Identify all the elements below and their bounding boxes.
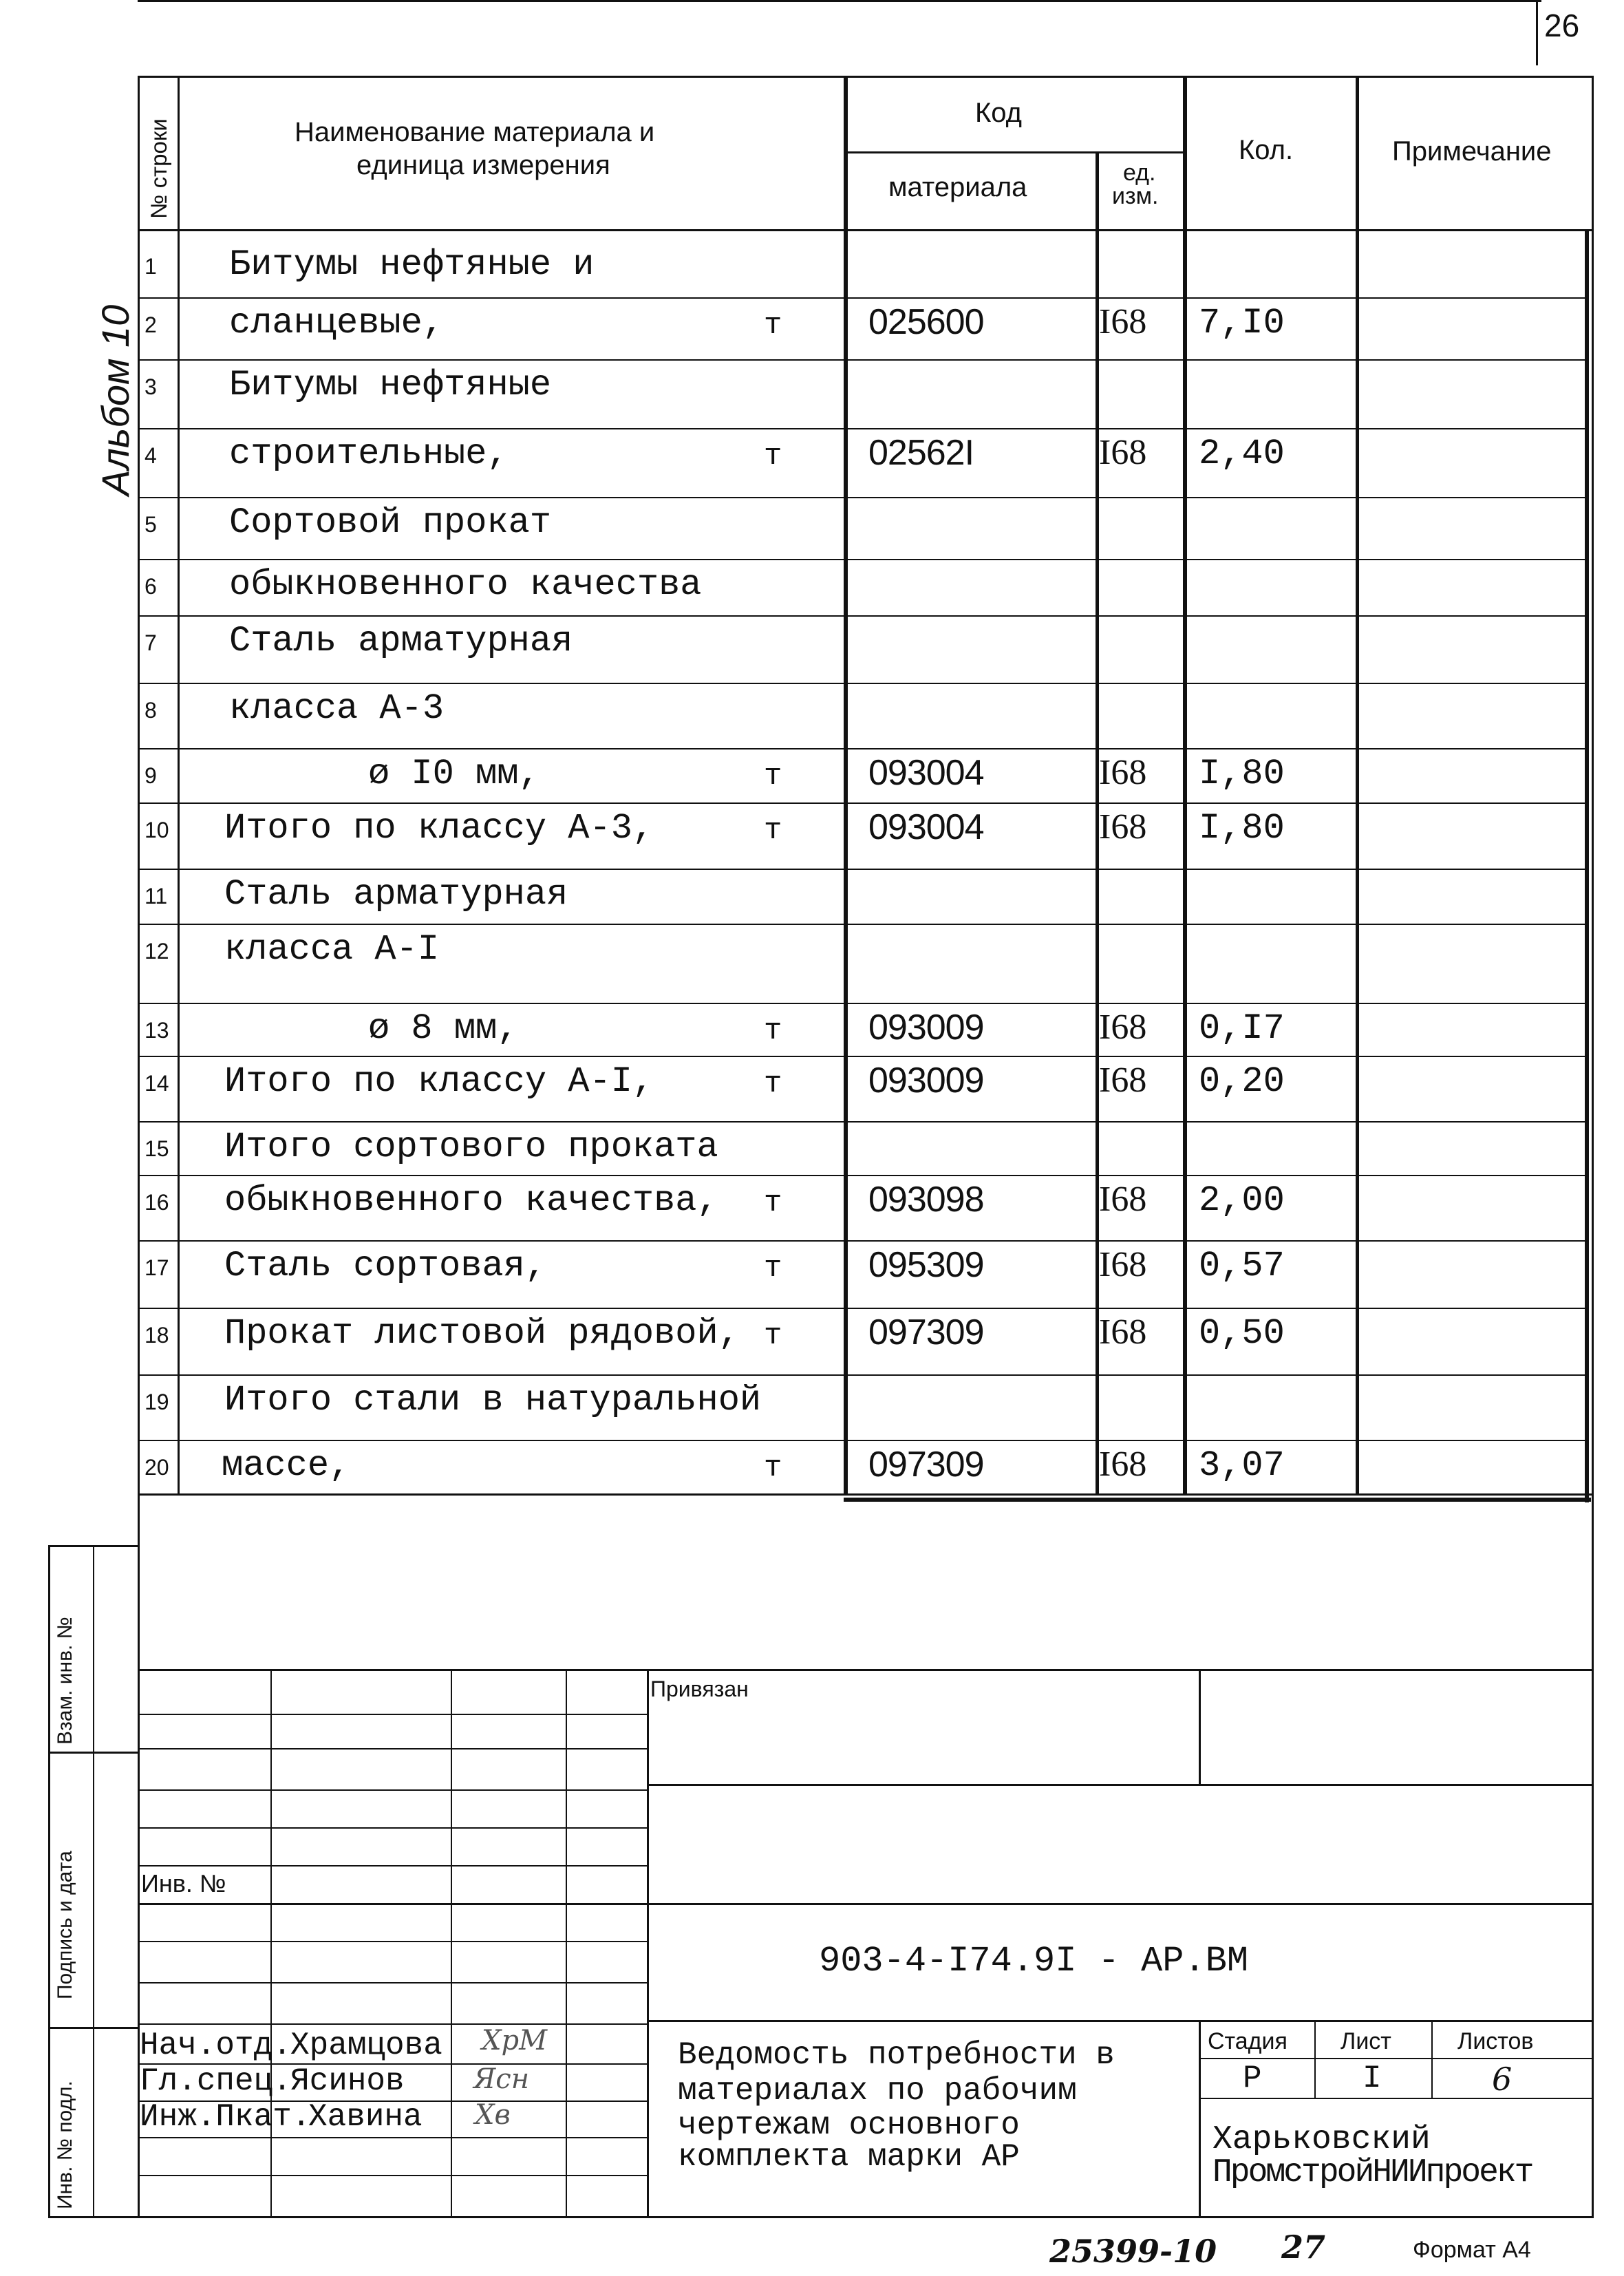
row-number: 17 bbox=[145, 1255, 169, 1280]
row-number: 19 bbox=[145, 1390, 169, 1414]
sheet-label: Лист bbox=[1340, 2028, 1391, 2054]
header-row-no: № строки bbox=[146, 118, 171, 219]
material-code: 095309 bbox=[868, 1245, 984, 1285]
material-name: Итого по классу А-I, bbox=[224, 1061, 654, 1102]
doc-title-line2: материалах по рабочим bbox=[678, 2073, 1077, 2109]
row-separator bbox=[138, 1374, 1585, 1376]
material-code: 097309 bbox=[868, 1445, 984, 1485]
staff-name-2: Ясинов bbox=[290, 2063, 405, 2099]
header-code-unit-1: ед. bbox=[1123, 160, 1156, 186]
podpis-data-label: Подпись и дата bbox=[54, 1851, 76, 1999]
unit-of-measure: т bbox=[764, 1067, 782, 1101]
material-code: 093009 bbox=[868, 1061, 984, 1100]
quantity: I,80 bbox=[1199, 754, 1285, 794]
row-separator bbox=[138, 359, 1585, 361]
material-name: Битумы нефтяные bbox=[229, 365, 552, 405]
row-separator bbox=[138, 559, 1585, 560]
row-separator bbox=[138, 869, 1585, 870]
row-number: 12 bbox=[145, 939, 169, 964]
quantity: 0,I7 bbox=[1199, 1008, 1285, 1049]
page-number: 26 bbox=[1544, 8, 1580, 43]
row-number: 16 bbox=[145, 1190, 169, 1215]
material-name: Сталь сортовая, bbox=[224, 1246, 547, 1286]
vzam-inv-label: Взам. инв. № bbox=[54, 1617, 76, 1745]
sheet-value: I bbox=[1363, 2061, 1382, 2096]
quantity: 3,07 bbox=[1199, 1445, 1285, 1486]
material-name: Итого по классу А-3, bbox=[224, 808, 654, 849]
unit-of-measure: т bbox=[764, 1186, 782, 1220]
unit-of-measure: т bbox=[764, 1451, 782, 1485]
inv-no-label: Инв. № bbox=[141, 1869, 226, 1897]
material-name: класса А-I bbox=[224, 929, 440, 970]
material-name: класса А-3 bbox=[229, 688, 445, 729]
material-code: 093004 bbox=[868, 807, 984, 847]
row-separator bbox=[138, 1240, 1585, 1242]
staff-signature-2: Ясн bbox=[473, 2063, 530, 2095]
staff-role-2: Гл.спец. bbox=[140, 2063, 292, 2099]
material-name: Итого сортового проката bbox=[224, 1127, 718, 1167]
material-code: 093009 bbox=[868, 1008, 984, 1047]
row-separator bbox=[138, 1440, 1585, 1441]
material-name: массе, bbox=[222, 1445, 351, 1486]
unit-code: I68 bbox=[1099, 1008, 1147, 1047]
row-separator bbox=[138, 1056, 1585, 1057]
material-name: сланцевые, bbox=[229, 303, 445, 343]
material-name: Итого стали в натуральной bbox=[224, 1380, 762, 1421]
sheets-label: Листов bbox=[1457, 2028, 1534, 2054]
doc-title-line1: Ведомость потребности в bbox=[678, 2037, 1115, 2073]
staff-signature-1: ХрМ bbox=[482, 2025, 548, 2056]
unit-of-measure: т bbox=[764, 1251, 782, 1286]
material-name: Сталь арматурная bbox=[224, 874, 568, 915]
doc-title-line3: чертежам основного bbox=[678, 2107, 1020, 2143]
format-label: Формат А4 bbox=[1413, 2237, 1531, 2263]
staff-signature-3: Хв bbox=[475, 2099, 511, 2131]
quantity: 2,00 bbox=[1199, 1180, 1285, 1221]
org-line1: Харьковский bbox=[1212, 2121, 1431, 2158]
header-code: Код bbox=[975, 98, 1023, 128]
material-code: 02562I bbox=[868, 433, 974, 473]
unit-code: I68 bbox=[1099, 1245, 1147, 1284]
unit-of-measure: т bbox=[764, 439, 782, 474]
material-name: обыкновенного качества bbox=[229, 564, 702, 605]
unit-code: I68 bbox=[1099, 1312, 1147, 1352]
header-note: Примечание bbox=[1392, 136, 1552, 167]
material-name: обыкновенного качества, bbox=[224, 1180, 718, 1221]
staff-name-1: Храмцова bbox=[290, 2028, 442, 2063]
row-number: 14 bbox=[145, 1071, 169, 1096]
unit-code: I68 bbox=[1099, 302, 1147, 341]
row-number: 5 bbox=[145, 512, 157, 537]
material-name: ø I0 мм, bbox=[368, 754, 540, 794]
material-code: 093004 bbox=[868, 753, 984, 793]
unit-of-measure: т bbox=[764, 813, 782, 848]
row-number: 11 bbox=[145, 884, 168, 908]
row-separator bbox=[138, 297, 1585, 299]
row-separator bbox=[138, 497, 1585, 498]
material-code: 097309 bbox=[868, 1312, 984, 1352]
archive-number: 25399-10 bbox=[1049, 2233, 1217, 2270]
privyazan-label: Привязан bbox=[650, 1677, 749, 1701]
row-number: 6 bbox=[145, 574, 157, 599]
row-number: 18 bbox=[145, 1323, 169, 1348]
staff-role-3: Инж.Пкат. bbox=[140, 2099, 311, 2135]
row-number: 4 bbox=[145, 443, 157, 468]
unit-code: I68 bbox=[1099, 1061, 1147, 1100]
footer-page: 27 bbox=[1281, 2229, 1326, 2266]
row-separator bbox=[138, 1003, 1585, 1004]
row-separator bbox=[138, 924, 1585, 925]
row-number: 3 bbox=[145, 374, 157, 399]
unit-code: I68 bbox=[1099, 1180, 1147, 1219]
album-label: Альбом 10 bbox=[94, 304, 137, 496]
header-code-material: материала bbox=[888, 172, 1027, 202]
material-name: ø 8 мм, bbox=[368, 1008, 519, 1049]
quantity: I,80 bbox=[1199, 808, 1285, 849]
row-separator bbox=[138, 748, 1585, 749]
row-number: 15 bbox=[145, 1136, 169, 1161]
row-number: 2 bbox=[145, 312, 157, 337]
row-number: 7 bbox=[145, 630, 157, 655]
sheets-value: 6 bbox=[1492, 2061, 1513, 2098]
row-separator bbox=[138, 1308, 1585, 1309]
header-name-line1: Наименование материала и bbox=[295, 117, 655, 147]
unit-of-measure: т bbox=[764, 759, 782, 794]
row-separator bbox=[138, 1121, 1585, 1123]
quantity: 2,40 bbox=[1199, 434, 1285, 474]
quantity: 0,50 bbox=[1199, 1313, 1285, 1354]
quantity: 0,57 bbox=[1199, 1246, 1285, 1286]
unit-code: I68 bbox=[1099, 807, 1147, 847]
material-name: Сталь арматурная bbox=[229, 621, 573, 661]
material-code: 093098 bbox=[868, 1180, 984, 1220]
stage-value: Р bbox=[1243, 2061, 1262, 2096]
staff-role-1: Нач.отд. bbox=[140, 2028, 292, 2063]
row-separator bbox=[138, 615, 1585, 617]
material-name: Битумы нефтяные и bbox=[229, 244, 595, 285]
row-separator bbox=[138, 683, 1585, 684]
unit-code: I68 bbox=[1099, 1445, 1147, 1484]
header-name-line2: единица измерения bbox=[356, 150, 610, 180]
header-code-unit-2: изм. bbox=[1112, 183, 1159, 209]
unit-of-measure: т bbox=[764, 1014, 782, 1048]
unit-code: I68 bbox=[1099, 753, 1147, 792]
unit-of-measure: т bbox=[764, 1319, 782, 1353]
unit-code: I68 bbox=[1099, 433, 1147, 472]
quantity: 0,20 bbox=[1199, 1061, 1285, 1102]
header-qty: Кол. bbox=[1239, 135, 1294, 165]
row-separator bbox=[138, 428, 1585, 429]
inv-podl-label: Инв. № подл. bbox=[54, 2081, 76, 2209]
document-code: 903-4-I74.9I - АР.ВМ bbox=[819, 1941, 1249, 1981]
row-number: 10 bbox=[145, 818, 169, 842]
material-name: Сортовой прокат bbox=[229, 502, 552, 543]
material-name: Прокат листовой рядовой, bbox=[224, 1313, 740, 1354]
doc-title-line4: комплекта марки АР bbox=[678, 2139, 1020, 2175]
row-separator bbox=[138, 802, 1585, 804]
row-number: 9 bbox=[145, 763, 157, 788]
material-name: строительные, bbox=[229, 434, 509, 474]
material-code: 025600 bbox=[868, 302, 984, 342]
row-number: 20 bbox=[145, 1455, 169, 1480]
row-number: 1 bbox=[145, 254, 157, 279]
quantity: 7,I0 bbox=[1199, 303, 1285, 343]
org-line2: ПромстройНИИпроект bbox=[1212, 2154, 1532, 2191]
staff-name-3: Хавина bbox=[308, 2099, 423, 2135]
row-number: 8 bbox=[145, 698, 157, 723]
stage-label: Стадия bbox=[1208, 2028, 1288, 2054]
unit-of-measure: т bbox=[764, 308, 782, 343]
row-number: 13 bbox=[145, 1018, 169, 1043]
row-separator bbox=[138, 1175, 1585, 1176]
